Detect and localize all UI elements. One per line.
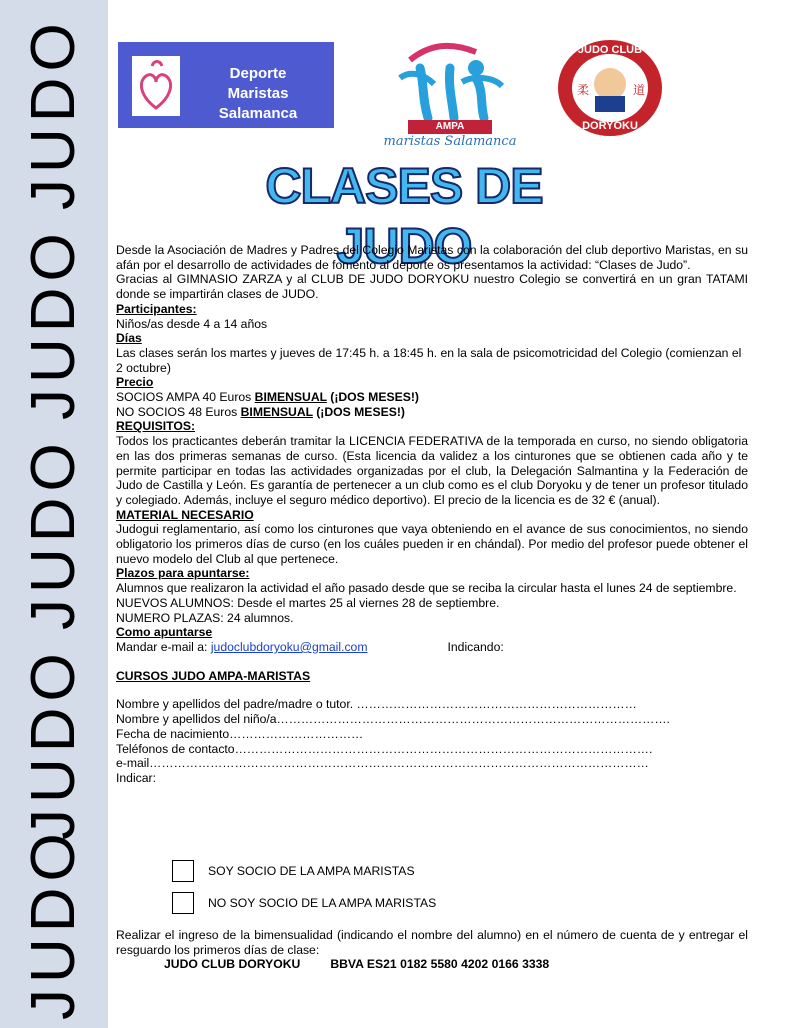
intro-paragraph: Desde la Asociación de Madres y Padres del Colegio Maristas con la colaboración del club deportivo Maristas, en su afán por el desarrollo de actividades de fomento al deporte os presentamos la actividad: “Clases de Judo”. <box>116 243 748 272</box>
sidebar-band <box>0 0 108 1028</box>
dias-text: Las clases serán los martes y jueves de 17:45 h. a 18:45 h. en la sala de psicomotricidad del Colegio (comienzan el 2 octubre) <box>116 345 742 375</box>
page-title: CLASES DE JUDO <box>265 158 543 274</box>
indicando-label: Indicando: <box>447 639 504 654</box>
svg-text:柔: 柔 <box>577 83 590 97</box>
deporte-logo-line1: Deporte <box>229 65 287 82</box>
email-label: Mandar e-mail a: <box>116 639 211 654</box>
intro-paragraph: Gracias al GIMNASIO ZARZA y al CLUB DE JUDO DORYOKU nuestro Colegio se convertirá en un gran TATAMI donde se impartirán clases de JUDO. <box>116 272 748 302</box>
sidebar-word: JUDO <box>19 437 88 630</box>
material-text: Judogui reglamentario, así como los cinturones que vaya obteniendo en el avance de sus conocimientos, no siendo obligatorio los primeros días de curso (en los cuáles pueden ir en chándal). Por medio del profesor puede obtener el nuevo modelo del Club al que pertenece. <box>116 522 748 566</box>
form-field-indicar: Indicar: <box>116 770 156 785</box>
material-heading: MATERIAL NECESARIO <box>116 507 254 522</box>
payment-account <box>116 957 748 972</box>
precio-socios-label: SOCIOS AMPA 40 Euros <box>116 390 255 405</box>
plazos-line: NUMERO PLAZAS: 24 alumnos. <box>116 610 294 625</box>
payment-iban: BBVA ES21 0182 5580 4202 0166 3338 <box>330 957 550 972</box>
dias-heading: Días <box>116 331 142 346</box>
plazos-line: NUEVOS ALUMNOS: Desde el martes 25 al viernes 28 de septiembre. <box>116 595 500 610</box>
socio-checkbox[interactable] <box>172 860 194 882</box>
form-field-email[interactable]: e-mail…………………………………………………………………………………………………………… <box>116 756 649 771</box>
plazos-line: Alumnos que realizaron la actividad el año pasado desde que se reciba la circular hasta el lunes 24 de septiembre. <box>116 581 737 596</box>
payment-section <box>116 928 748 972</box>
socio-label: SOY SOCIO DE LA AMPA MARISTAS <box>208 864 415 878</box>
participantes-text: Niños/as desde 4 a 14 años <box>116 316 268 331</box>
como-apuntarse-heading: Como apuntarse <box>116 625 213 640</box>
document-body <box>116 243 748 786</box>
option-no-socio-row <box>172 892 436 914</box>
judo-club-doryoku-logo <box>555 38 665 138</box>
precio-no-socios <box>116 405 748 420</box>
svg-text:道: 道 <box>633 83 646 97</box>
judo-logo-top-text: JUDO CLUB <box>577 44 643 56</box>
como-apuntarse-line <box>116 640 748 655</box>
form-field-phones[interactable]: Teléfonos de contacto…………………………………………………………………………………………. <box>116 741 653 756</box>
email-link[interactable]: judoclubdoryoku@gmail.com <box>210 639 368 654</box>
deporte-logo-line2: Maristas Salamanca <box>218 85 298 122</box>
ampa-logo <box>380 38 520 158</box>
payment-club: JUDO CLUB DORYOKU <box>164 957 301 972</box>
ampa-caption: maristas Salamanca <box>383 134 517 149</box>
sidebar-word: JUDO <box>19 647 88 840</box>
precio-socios <box>116 390 748 405</box>
deporte-maristas-logo <box>118 42 334 128</box>
form-heading: CURSOS JUDO AMPA-MARISTAS <box>116 668 311 683</box>
payment-text: Realizar el ingreso de la bimensualidad (indicando el nombre del alumno) en el número de cuenta de y entregar el resguardo los primeros días de clase: <box>116 928 748 957</box>
ampa-band: AMPA <box>408 120 492 134</box>
precio-no-socios-term: BIMENSUAL <box>240 404 313 419</box>
form-field-birth-date[interactable]: Fecha de nacimiento…………………………… <box>116 726 364 741</box>
precio-socios-term: BIMENSUAL <box>254 390 327 405</box>
participantes-heading: Participantes: <box>116 301 197 316</box>
precio-no-socios-label: NO SOCIOS 48 Euros <box>116 404 241 419</box>
form-field-parent-name[interactable]: Nombre y apellidos del padre/madre o tutor. …………………………………………………………… <box>116 697 637 712</box>
sidebar-word: JUDO <box>19 17 88 210</box>
sidebar-word: JUDO <box>19 827 88 1020</box>
judo-logo-bottom-text: DORYOKU <box>582 120 638 132</box>
requisitos-heading: REQUISITOS: <box>116 419 196 434</box>
plazos-heading: Plazos para apuntarse: <box>116 566 250 581</box>
precio-no-socios-note: (¡DOS MESES!) <box>312 404 405 419</box>
form-field-child-name[interactable]: Nombre y apellidos del niño/a……………………………………………………………………………………. <box>116 712 670 727</box>
option-socio-row <box>172 860 415 882</box>
heart-figure-icon <box>132 56 180 116</box>
precio-socios-note: (¡DOS MESES!) <box>326 390 419 405</box>
no-socio-checkbox[interactable] <box>172 892 194 914</box>
no-socio-label: NO SOY SOCIO DE LA AMPA MARISTAS <box>208 896 437 910</box>
precio-heading: Precio <box>116 375 154 390</box>
sidebar-word: JUDO <box>19 227 88 420</box>
requisitos-text: Todos los practicantes deberán tramitar la LICENCIA FEDERATIVA de la temporada en curso, no siendo obligatoria en las dos primeras semanas de curso. (Esta licencia da validez a los cinturones que se obtienen cada año y te permite participar en todas las actividades organizadas por el club, la Delegación Salmantina y la Federación de Judo de Castilla y León. Es garantía de pertenecer a un club como es el club Doryoku y de tener un profesor titulado y colegiado. Además, incluye el seguro médico deportivo). El precio de la licencia es de 32 € (anual). <box>116 434 748 507</box>
